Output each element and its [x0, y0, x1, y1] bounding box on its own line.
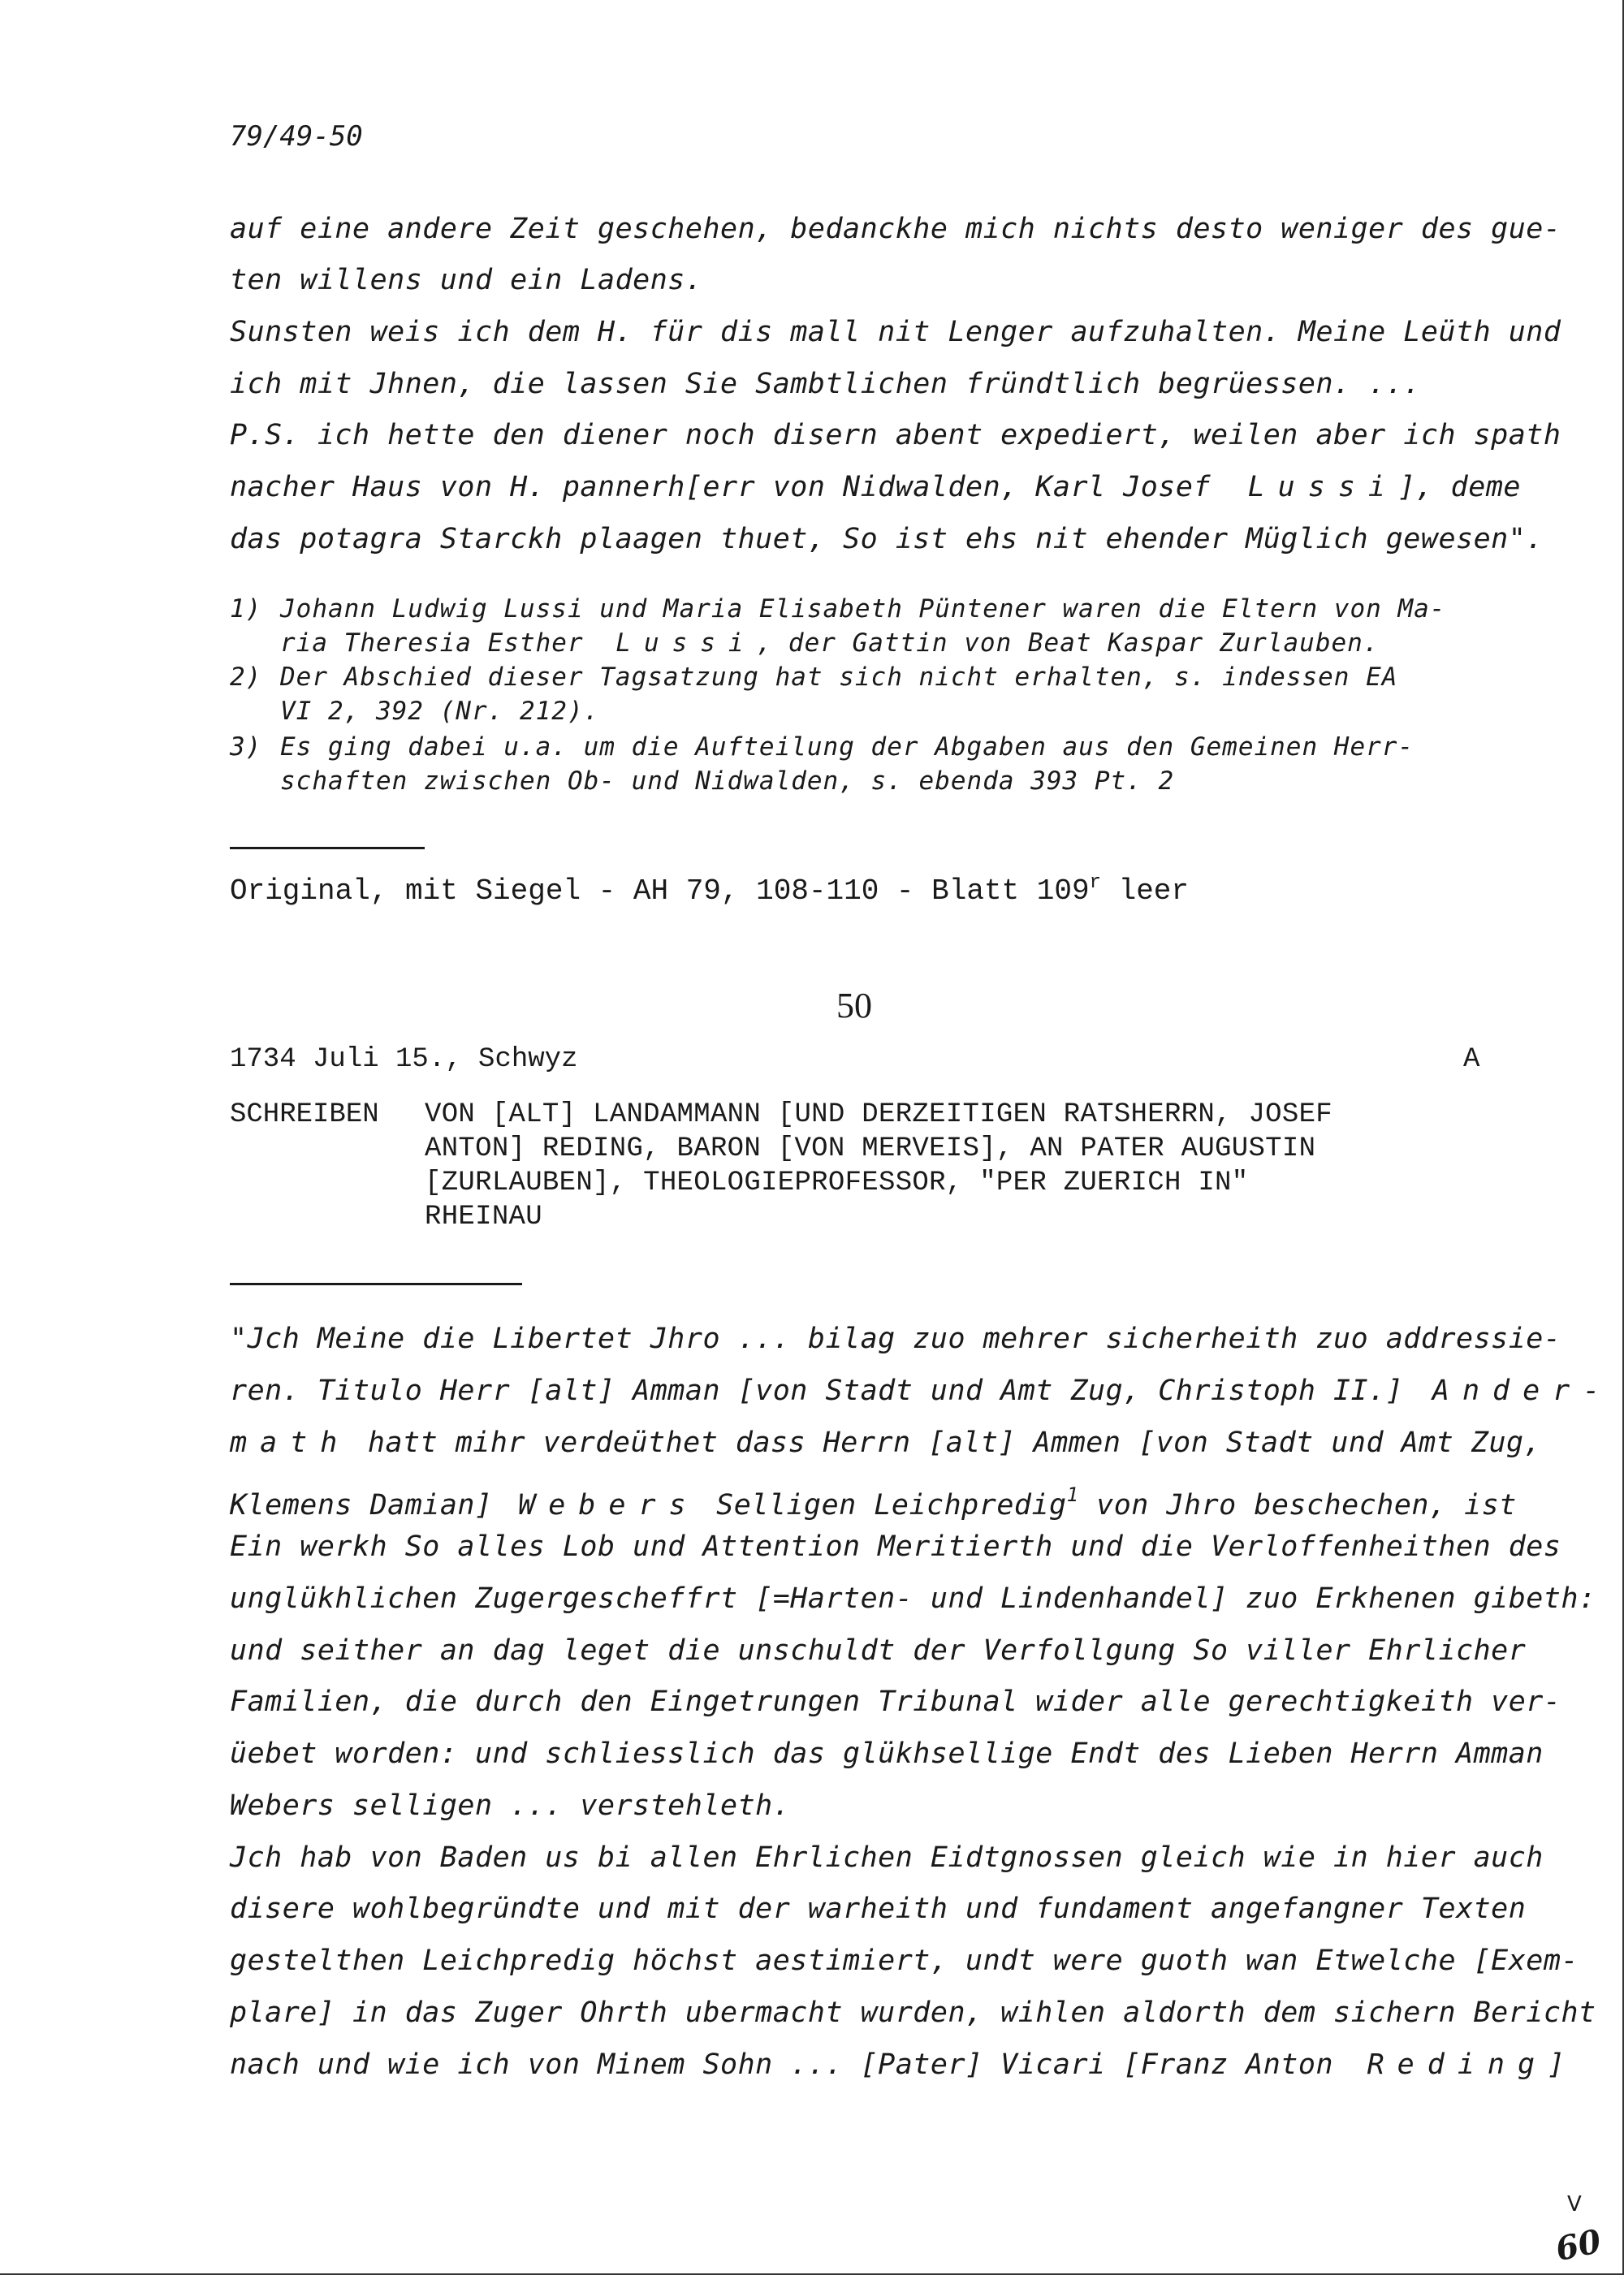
spaced-name: Reding [1367, 2048, 1548, 2081]
letter-line: "Jch Meine die Libertet Jhro ... bilag zuo mehrer sicherheith zuo addressie- [230, 1323, 1561, 1355]
letter-line: das potagra Starckh plaagen thuet, So ist ehs nit ehender Müglich gewesen". [230, 523, 1544, 555]
original-note [230, 866, 1189, 909]
original-note-sup: r [1089, 872, 1101, 894]
spaced-name: Ander- [1432, 1375, 1613, 1407]
letter-line [230, 471, 1521, 503]
letter-text: nacher Haus von H. pannerh[err von Nidwalden, Karl Josef [230, 471, 1212, 503]
letter-line: ten willens und ein Ladens. [230, 264, 703, 296]
heading-line: [ZURLAUBEN], THEOLOGIEPROFESSOR, "PER ZUERICH IN" [425, 1168, 1249, 1198]
letter-text: ren. Titulo Herr [alt] Amman [von Stadt und Amt Zug, Christoph II.] [230, 1375, 1404, 1407]
letter-text: Klemens Damian] [230, 1489, 493, 1522]
letter-line [230, 1479, 1517, 1522]
letter-text: ], deme [1397, 471, 1521, 503]
letter-line: und seither an dag leget die unschuldt der Verfollgung So viller Ehrlicher [230, 1634, 1527, 1667]
spaced-name: math [230, 1427, 351, 1459]
letter-text: ] [1548, 2048, 1566, 2081]
footnote-text: VI 2, 392 (Nr. 212). [280, 697, 600, 726]
letter-line: Sunsten weis ich dem H. für dis mall nit Lenger aufzuhalten. Meine Leüth und [230, 316, 1561, 348]
footnote-text: Es ging dabei u.a. um die Aufteilung der Abgaben aus den Gemeinen Herr- [280, 732, 1415, 762]
footnote-text: Der Abschied dieser Tagsatzung hat sich nicht erhalten, s. indessen EA [280, 663, 1398, 692]
spaced-name: Webers [518, 1489, 699, 1522]
original-note-text: Original, mit Siegel - AH 79, 108-110 - Blatt 109 [230, 874, 1090, 908]
letter-line [230, 2048, 1566, 2081]
letter-line: ich mit Jhnen, die lassen Sie Sambtlichen fründtlich begrüessen. ... [230, 368, 1421, 400]
letter-line: disere wohlbegründte und mit der warheith und fundament angefangner Texten [230, 1893, 1527, 1925]
letter-line: Jch hab von Baden us bi allen Ehrlichen Eidtgnossen gleich wie in hier auch [230, 1841, 1544, 1874]
letter-text: nach und wie ich von Minem Sohn ... [Pater] Vicari [Franz Anton [230, 2048, 1334, 2081]
handwritten-tick: V [1567, 2192, 1582, 2217]
document-number: 50 [836, 986, 872, 1025]
footnote-ref: 1 [1066, 1483, 1079, 1506]
date-marker: A [1463, 1044, 1480, 1075]
footnote-text [280, 628, 1380, 658]
heading-label: SCHREIBEN [230, 1099, 379, 1130]
letter-text: hatt mihr verdeüthet dass Herrn [alt] Ammen [von Stadt und Amt Zug, [350, 1427, 1542, 1459]
page-reference: 79/49-50 [230, 120, 363, 153]
heading-line: ANTON] REDING, BARON [VON MERVEIS], AN PATER AUGUSTIN [425, 1133, 1316, 1164]
section-rule [230, 847, 425, 849]
letter-line: unglükhlichen Zugergescheffrt [=Harten- und Lindenhandel] zuo Erkhenen gibeth: [230, 1582, 1596, 1615]
footnote-text-part: , der Gattin von Beat Kaspar Zurlauben. [756, 628, 1380, 658]
footnote-text: schaften zwischen Ob- und Nidwalden, s. ebenda 393 Pt. 2 [280, 766, 1175, 796]
original-note-tail: leer [1100, 874, 1190, 908]
letter-text: von Jhro beschechen, ist [1078, 1489, 1517, 1522]
letter-text: Selligen Leichpredig [698, 1489, 1067, 1522]
footnote-text: Johann Ludwig Lussi und Maria Elisabeth Püntener waren die Eltern von Ma- [280, 594, 1446, 624]
letter-line: auf eine andere Zeit geschehen, bedanckhe mich nichts desto weniger des gue- [230, 213, 1561, 245]
letter-line [230, 1427, 1541, 1459]
section-rule [230, 1283, 522, 1285]
heading-line: RHEINAU [425, 1202, 542, 1232]
letter-line: Webers selligen ... verstehleth. [230, 1789, 791, 1822]
heading-line: VON [ALT] LANDAMMANN [UND DERZEITIGEN RATSHERRN, JOSEF [425, 1099, 1332, 1130]
spaced-name: Lussi [615, 628, 757, 658]
letter-line [230, 1375, 1613, 1407]
letter-line: gestelthen Leichpredig höchst aestimiert, undt were guoth wan Etwelche [Exem- [230, 1945, 1579, 1977]
letter-line: plare] in das Zuger Ohrth ubermacht wurden, wihlen aldorth dem sichern Bericht [230, 1997, 1596, 2029]
footnote-number: 3) [230, 732, 262, 762]
footnote-number: 1) [230, 594, 262, 624]
handwritten-page-number: 60 [1552, 2221, 1605, 2269]
letter-line: P.S. ich hette den diener noch disern abent expediert, weilen aber ich spath [230, 419, 1561, 451]
footnote-text-part: ria Theresia Esther [280, 628, 584, 658]
date-place: 1734 Juli 15., Schwyz [230, 1044, 578, 1075]
letter-line: üebet worden: und schliesslich das glükhsellige Endt des Lieben Herrn Amman [230, 1738, 1544, 1770]
letter-line: Familien, die durch den Eingetrungen Tribunal wider alle gerechtigkeith ver- [230, 1686, 1561, 1718]
spaced-name: Lussi [1247, 471, 1398, 503]
footnote-number: 2) [230, 663, 262, 692]
letter-line: Ein werkh So alles Lob und Attention Meritierth und die Verloffenheithen des [230, 1530, 1561, 1563]
